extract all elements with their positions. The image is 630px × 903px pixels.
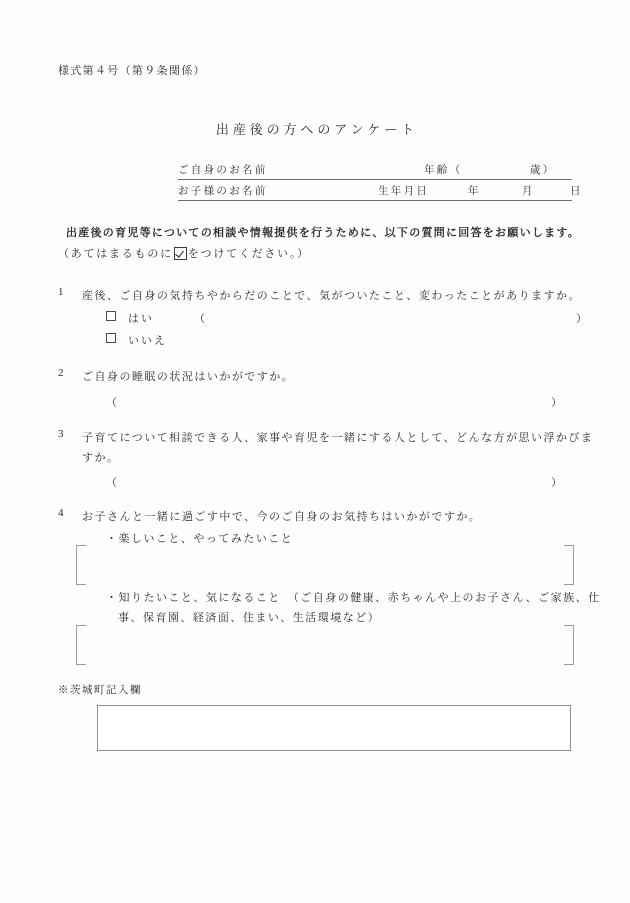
intro-line-2 [58,245,574,261]
page-title: 出産後の方へのアンケート [215,122,418,137]
age-label: 年齢（ [424,165,463,176]
bracket-left-icon [76,545,86,585]
intro-block [58,224,581,261]
question-3-paren-close: ） [551,476,562,489]
month-label: 月 [522,186,535,197]
question-3-text-line-1: 子育てについて相談できる人、家事や育児を一緒にする人として、どんな方が思い浮かびま [82,432,594,444]
question-4-bullet-1: ・楽しいこと、やってみたいこと [106,533,294,546]
self-name-label: ご自身のお名前 [178,165,268,176]
question-1-option-yes-label: はい [128,313,154,326]
question-4-number: 4 [58,507,64,519]
checkbox-icon[interactable] [106,333,116,343]
checked-box-icon [174,247,187,260]
question-1-option-yes[interactable] [106,309,589,330]
question-1-paren-open: （ [194,313,207,326]
question-4-answer-box-2[interactable] [76,625,574,663]
office-input-box[interactable] [97,705,571,751]
question-4 [58,507,578,550]
question-4-text: お子さんと一緒に過ごす中で、今のご自身のお気持ちはいかがですか。 [82,511,482,523]
checkbox-icon[interactable] [106,311,116,321]
question-4-bullet-2-line-2: 事、保育園、経済面、住まい、生活環境など） [118,612,381,625]
child-name-label: お子様のお名前 [178,186,268,197]
identity-row-child[interactable] [178,180,583,201]
question-1-option-no-label: いいえ [128,334,167,347]
birthdate-label: 生年月日 [378,186,430,197]
bracket-right-icon [564,545,574,585]
intro-line-2-after: をつけてください。） [187,248,310,260]
question-2 [58,367,578,412]
intro-line-1: 出産後の育児等についての相談や情報提供を行うために、以下の質問に回答をお願いします。 [66,227,581,239]
question-1-number: 1 [58,286,64,298]
question-4-bullet-2-line-1: ・知りたいこと、気になること （ご自身の健康、赤ちゃんや上のお子さん、ご家族、仕 [106,592,601,604]
question-1 [58,286,589,352]
question-3 [58,428,594,492]
question-2-paren-close: ） [551,397,562,410]
question-3-number: 3 [58,428,64,440]
age-suffix-label: 歳） [530,165,556,176]
question-1-paren-close: ） [576,313,589,326]
bracket-right-icon [564,625,574,665]
office-section-label: ※茨城町記入欄 [58,685,142,696]
question-2-number: 2 [58,367,64,379]
question-3-text-line-2: すか。 [82,452,120,465]
question-1-text: 産後、ご自身の気持ちやからだのことで、気がついたこと、変わったことがありますか。 [82,290,582,302]
year-label: 年 [468,186,481,197]
bracket-left-icon [76,625,86,665]
form-code: 様式第４号（第９条関係） [58,65,206,77]
question-4-answer-box-1[interactable] [76,545,574,583]
day-label: 日 [570,186,583,197]
question-2-text: ご自身の睡眠の状況はいかがですか。 [82,371,295,383]
question-2-answer-field[interactable] [106,394,562,412]
intro-line-2-before: （あてはまるものに [58,248,173,260]
question-2-paren-open: （ [106,397,117,410]
question-4-bullet-2-block [58,588,601,629]
question-3-paren-open: （ [106,476,117,489]
question-3-answer-field[interactable] [106,474,562,492]
identity-row-self[interactable] [178,159,572,180]
identity-fields [178,159,583,201]
question-1-option-no[interactable] [106,331,578,352]
